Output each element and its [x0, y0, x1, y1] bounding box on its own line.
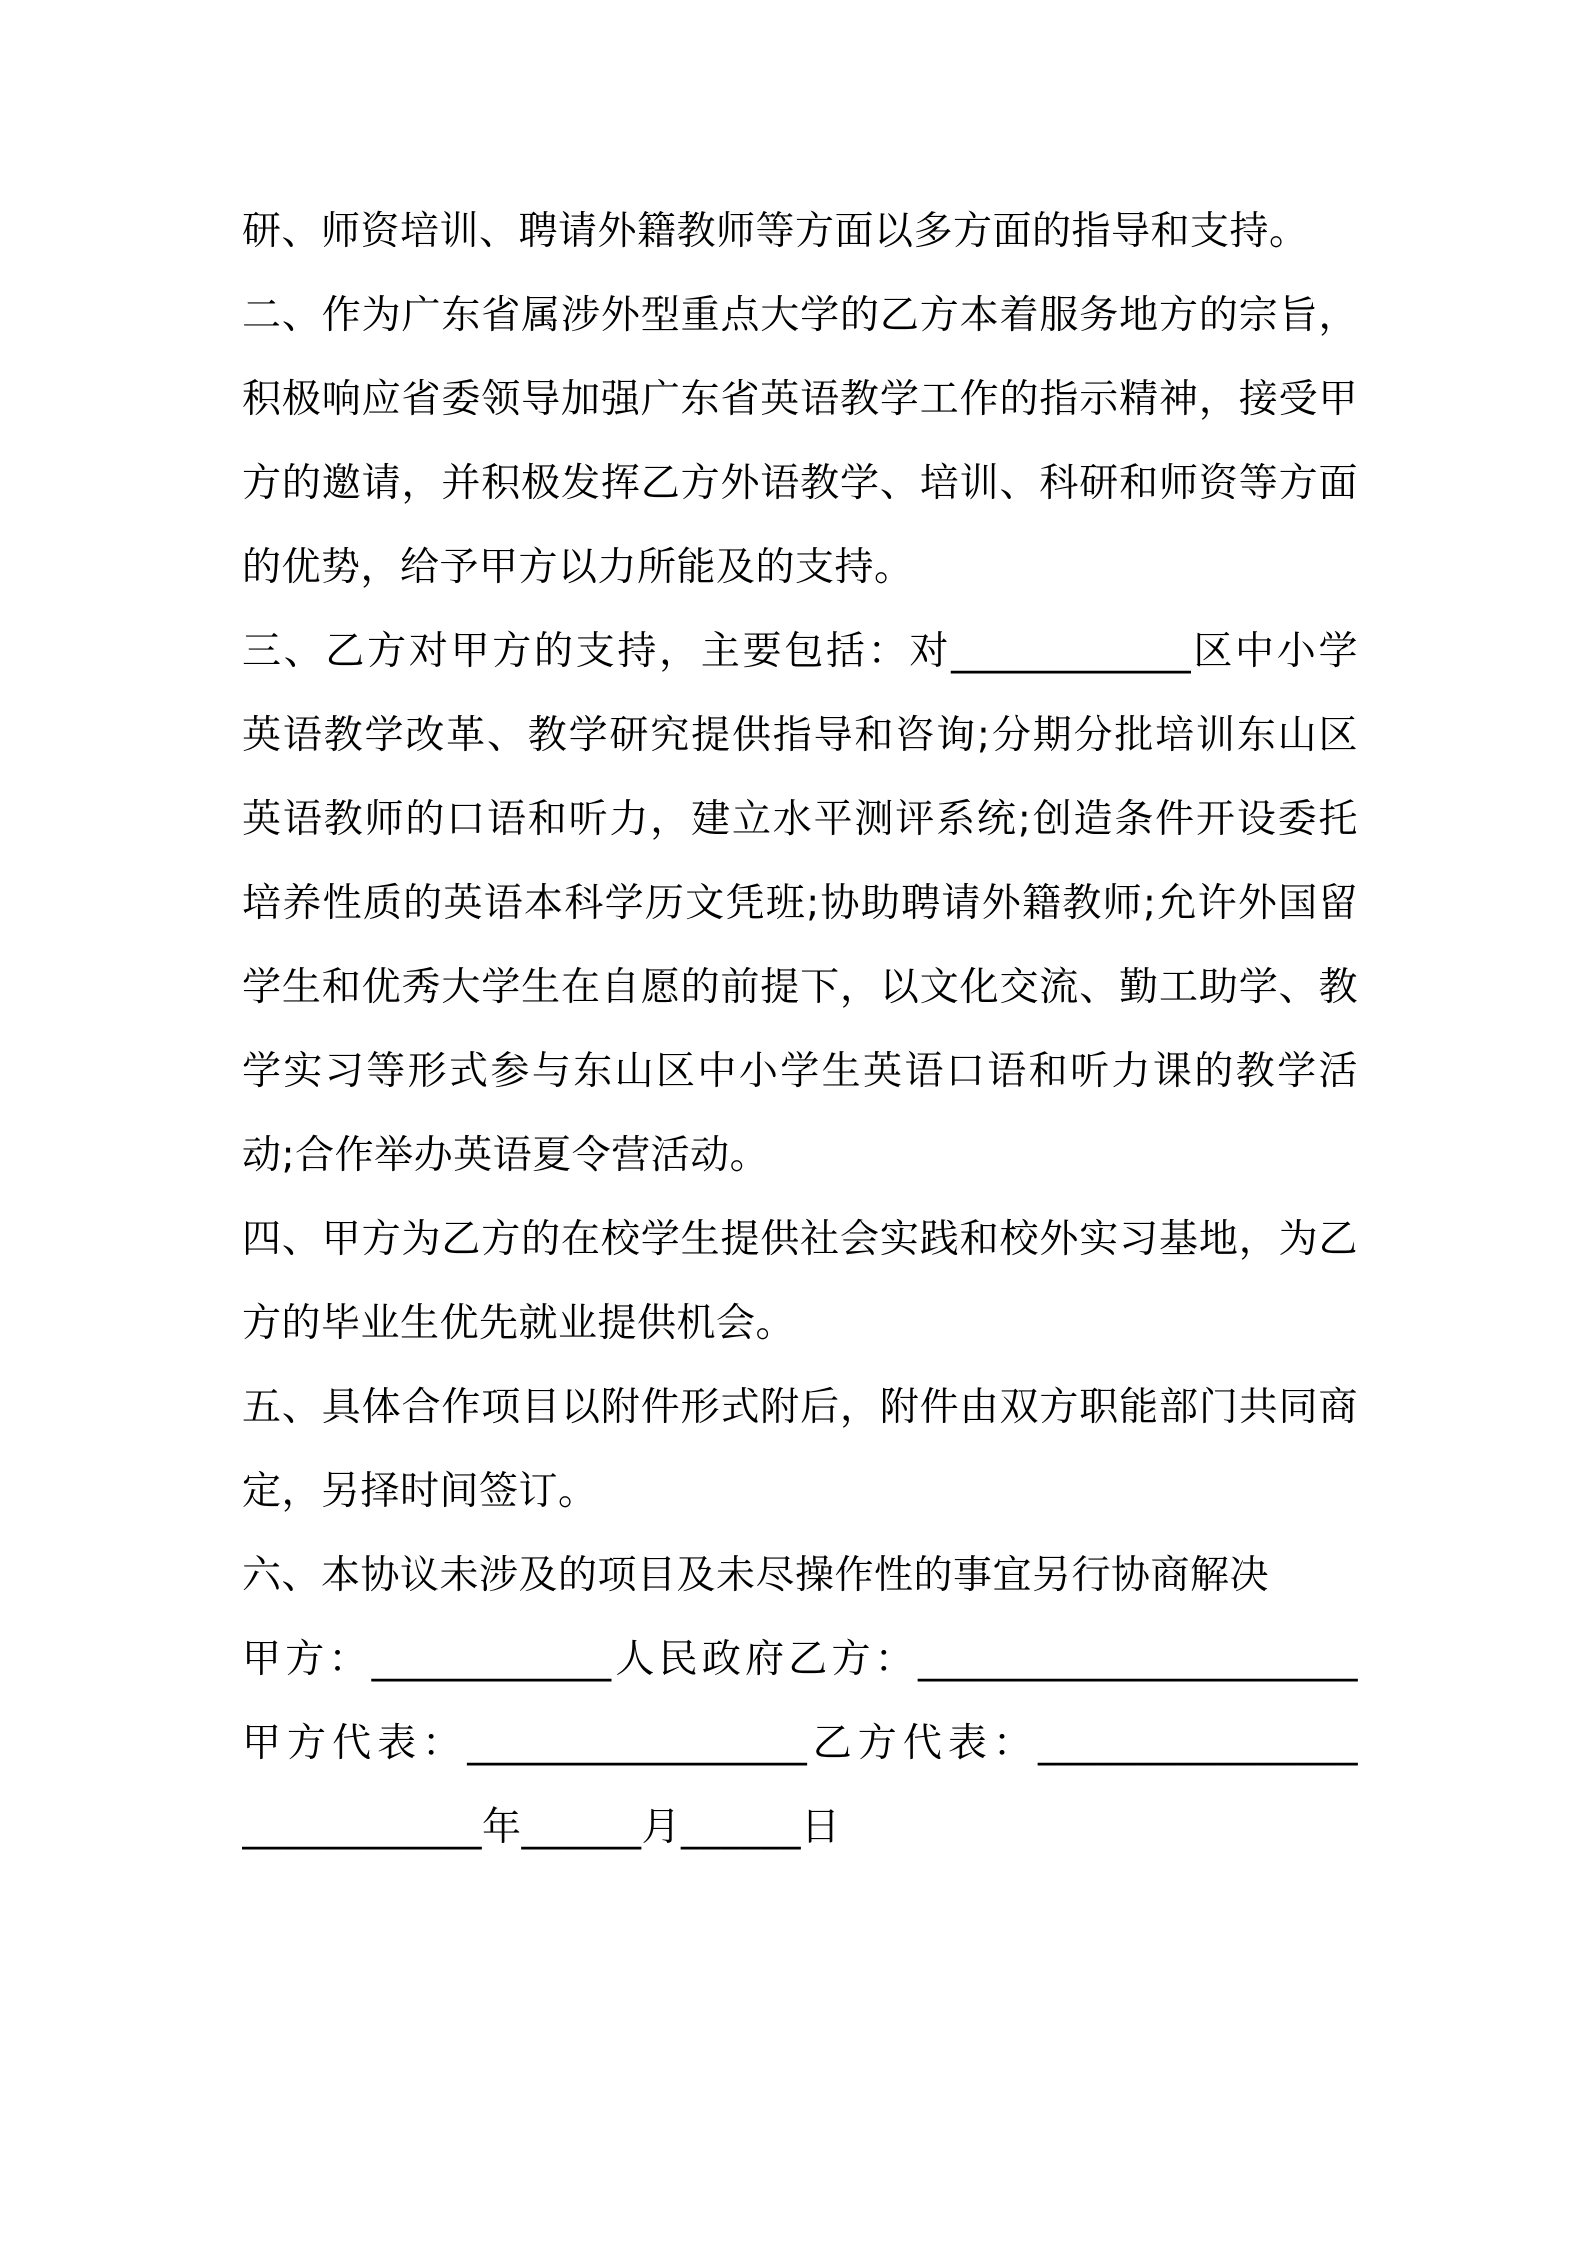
- paragraph-line: 研、师资培训、聘请外籍教师等方面以多方面的指导和支持。: [242, 209, 1309, 254]
- clause-3-line: 学实习等形式参与东山区中小学生英语口语和听力课的教学活: [242, 1049, 1358, 1094]
- clause-4-line: 方的毕业生优先就业提供机会。: [242, 1301, 796, 1346]
- clause-2-line: 二、作为广东省属涉外型重点大学的乙方本着服务地方的宗旨，: [242, 293, 1358, 338]
- party-signature-line: 甲方：____________人民政府乙方：______________________: [242, 1637, 1358, 1682]
- date-line: ____________年______月______日: [242, 1805, 841, 1850]
- clause-3-line: 三、乙方对甲方的支持，主要包括：对____________区中小学: [242, 629, 1358, 674]
- clause-4-line: 四、甲方为乙方的在校学生提供社会实践和校外实习基地，为乙: [242, 1217, 1358, 1262]
- clause-3-line: 培养性质的英语本科学历文凭班;协助聘请外籍教师;允许外国留: [242, 881, 1358, 926]
- clause-3-line: 动;合作举办英语夏令营活动。: [242, 1133, 770, 1178]
- clause-3-line: 学生和优秀大学生在自愿的前提下，以文化交流、勤工助学、教: [242, 965, 1358, 1010]
- document-body: [242, 190, 1358, 1870]
- representative-signature-line: 甲方代表：_________________乙方代表：________________: [242, 1721, 1358, 1766]
- clause-3-line: 英语教师的口语和听力，建立水平测评系统;创造条件开设委托: [242, 797, 1358, 842]
- clause-2-line: 方的邀请，并积极发挥乙方外语教学、培训、科研和师资等方面: [242, 461, 1358, 506]
- clause-3-line: 英语教学改革、教学研究提供指导和咨询;分期分批培训东山区: [242, 713, 1358, 758]
- clause-5-line: 五、具体合作项目以附件形式附后，附件由双方职能部门共同商: [242, 1385, 1358, 1430]
- clause-2-line: 的优势，给予甲方以力所能及的支持。: [242, 545, 914, 590]
- clause-6-line: 六、本协议未涉及的项目及未尽操作性的事宜另行协商解决: [242, 1553, 1270, 1598]
- clause-2-line: 积极响应省委领导加强广东省英语教学工作的指示精神，接受甲: [242, 377, 1358, 422]
- clause-5-line: 定，另择时间签订。: [242, 1469, 598, 1514]
